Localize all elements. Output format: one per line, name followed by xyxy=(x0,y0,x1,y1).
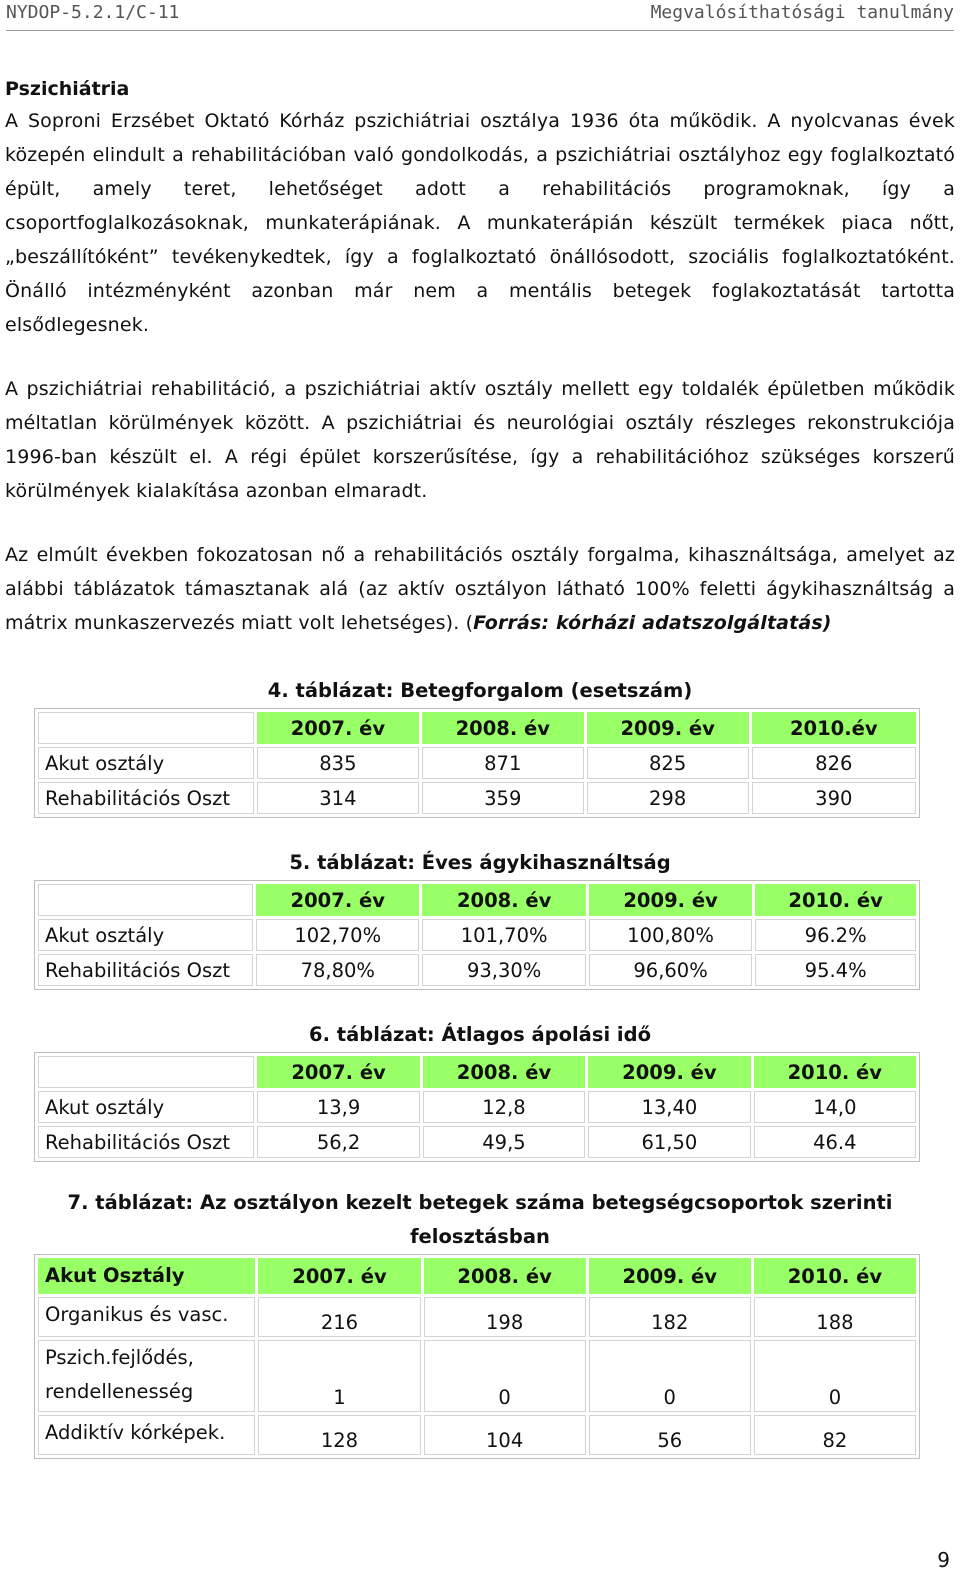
table-cell: 104 xyxy=(424,1415,586,1455)
header-cell-department: Akut Osztály xyxy=(38,1258,255,1294)
table5-caption: 5. táblázat: Éves ágykihasználtság xyxy=(289,851,671,874)
table-patients-by-disease-group xyxy=(34,1254,920,1459)
page-number: 9 xyxy=(937,1548,950,1572)
page-header xyxy=(6,0,954,31)
table7-caption: 7. táblázat: Az osztályon kezelt betegek száma betegségcsoportok szerinti felosztásban xyxy=(67,1191,893,1248)
table-cell: 826 xyxy=(752,747,916,779)
table-bed-occupancy xyxy=(34,880,920,990)
table-row xyxy=(38,1091,916,1123)
table-cell: 835 xyxy=(257,747,419,779)
table-cell: 359 xyxy=(422,782,584,814)
header-cell-2010: 2010. év xyxy=(755,884,916,916)
header-cell-2010: 2010. év xyxy=(754,1258,916,1294)
table-cell: 871 xyxy=(422,747,584,779)
table-cell: 182 xyxy=(589,1297,751,1337)
table-cell: 314 xyxy=(257,782,419,814)
table-row xyxy=(38,782,916,814)
table-cell: 12,8 xyxy=(423,1091,585,1123)
page-content xyxy=(5,74,955,1459)
header-cell-2009: 2009. év xyxy=(587,712,749,744)
table-row xyxy=(38,919,916,951)
table-row xyxy=(38,954,916,986)
header-cell-2009: 2009. év xyxy=(588,1056,750,1088)
table-patient-traffic xyxy=(34,708,920,818)
table-cell: 61,50 xyxy=(588,1126,750,1158)
table-row xyxy=(38,1297,916,1337)
table-cell: 14,0 xyxy=(754,1091,916,1123)
table-cell: 13,9 xyxy=(257,1091,419,1123)
paragraph-rehabilitation: A pszichiátriai rehabilitáció, a pszichiátriai aktív osztály mellett egy toldalék épületben működik méltatlan körülmények között. A pszichiátriai és neurológiai osztály részleges rekonstrukciója 1996-ban készült el. A régi épület korszerűsítése, így a rehabilitációhoz szükséges korszerű körülmények kialakítása azonban elmaradt. xyxy=(5,378,955,502)
table-cell: 100,80% xyxy=(589,919,752,951)
table-row xyxy=(38,1340,916,1412)
table-row xyxy=(38,1126,916,1158)
paragraph-history: A Soproni Erzsébet Oktató Kórház pszichiátriai osztálya 1936 óta működik. A nyolcvanas évek közepén elindult a rehabilitációban való gondolkodás, a pszichiátriai osztályhoz egy foglalkoztató épült, amely teret, lehetőséget adott a rehabilitációs programoknak, így a csoportfoglalkozásoknak, munkaterápiának. A munkaterápián készült termékek piaca nőtt, „beszállítóként” tevékenykedtek, így a foglalkoztató önállósodott, szociális foglalkoztatóként. Önálló intézményként azonban már nem a mentális betegek foglakoztatását tartotta elsődlegesnek. xyxy=(5,110,955,336)
table-cell: 56 xyxy=(589,1415,751,1455)
table-cell: 1 xyxy=(258,1340,420,1412)
table-average-care-time xyxy=(34,1052,920,1162)
table-cell: 49,5 xyxy=(423,1126,585,1158)
header-cell-2007: 2007. év xyxy=(258,1258,420,1294)
table-cell: 82 xyxy=(754,1415,916,1455)
table-cell: 216 xyxy=(258,1297,420,1337)
header-cell-2007: 2007. év xyxy=(256,884,419,916)
table-header-row xyxy=(38,884,916,916)
table-cell: 96.2% xyxy=(755,919,916,951)
row-label: Akut osztály xyxy=(38,1091,254,1123)
table6-caption: 6. táblázat: Átlagos ápolási idő xyxy=(309,1023,651,1046)
table-cell: 390 xyxy=(752,782,916,814)
table-cell: 198 xyxy=(424,1297,586,1337)
header-cell-2007: 2007. év xyxy=(257,712,419,744)
table-cell: 96,60% xyxy=(589,954,752,986)
row-label: Addiktív kórképek. xyxy=(38,1415,255,1455)
table-cell: 188 xyxy=(754,1297,916,1337)
row-label: Organikus és vasc. xyxy=(38,1297,255,1337)
section-title: Pszichiátria xyxy=(5,78,130,100)
document-title: Megvalósíthatósági tanulmány xyxy=(650,2,954,23)
table-row xyxy=(38,747,916,779)
table-cell: 13,40 xyxy=(588,1091,750,1123)
table-cell: 102,70% xyxy=(256,919,419,951)
table-cell: 0 xyxy=(424,1340,586,1412)
table-cell: 298 xyxy=(587,782,749,814)
table-cell: 0 xyxy=(589,1340,751,1412)
source-note: Forrás: kórházi adatszolgáltatás) xyxy=(473,612,832,634)
table-cell: 78,80% xyxy=(256,954,419,986)
table4-caption: 4. táblázat: Betegforgalom (esetszám) xyxy=(267,679,693,702)
table-cell: 46.4 xyxy=(754,1126,916,1158)
table-cell: 0 xyxy=(754,1340,916,1412)
table-cell: 825 xyxy=(587,747,749,779)
header-cell-2009: 2009. év xyxy=(589,884,752,916)
table-cell: 128 xyxy=(258,1415,420,1455)
table-cell: 93,30% xyxy=(422,954,585,986)
row-label: Rehabilitációs Oszt xyxy=(38,954,253,986)
paragraph-traffic xyxy=(5,538,955,640)
table-header-row xyxy=(38,712,916,744)
header-cell-2010: 2010. év xyxy=(754,1056,916,1088)
header-cell-2010: 2010.év xyxy=(752,712,916,744)
header-cell-2009: 2009. év xyxy=(589,1258,751,1294)
row-label: Akut osztály xyxy=(38,747,254,779)
header-cell-2008: 2008. év xyxy=(424,1258,586,1294)
header-cell-2008: 2008. év xyxy=(423,1056,585,1088)
header-cell-2008: 2008. év xyxy=(422,884,585,916)
header-cell-empty xyxy=(38,1056,254,1088)
table-cell: 95.4% xyxy=(755,954,916,986)
row-label: Rehabilitációs Oszt xyxy=(38,782,254,814)
row-label: Rehabilitációs Oszt xyxy=(38,1126,254,1158)
header-cell-2008: 2008. év xyxy=(422,712,584,744)
table-header-row xyxy=(38,1056,916,1088)
table-header-row xyxy=(38,1258,916,1294)
header-cell-empty xyxy=(38,884,253,916)
table-cell: 56,2 xyxy=(257,1126,419,1158)
row-label: Akut osztály xyxy=(38,919,253,951)
table-cell: 101,70% xyxy=(422,919,585,951)
document-code: NYDOP-5.2.1/C-11 xyxy=(6,2,180,23)
table-row xyxy=(38,1415,916,1455)
header-cell-empty xyxy=(38,712,254,744)
header-cell-2007: 2007. év xyxy=(257,1056,419,1088)
paragraph-traffic-text: Az elmúlt években fokozatosan nő a rehabilitációs osztály forgalma, kihasználtsága, amelyet az alábbi táblázatok támasztanak alá (az aktív osztályon látható 100% feletti ágykihasználtság a mátrix munkaszervezés miatt volt lehetséges). ( xyxy=(5,544,955,634)
row-label: Pszich.fejlődés, rendellenesség xyxy=(38,1340,255,1412)
